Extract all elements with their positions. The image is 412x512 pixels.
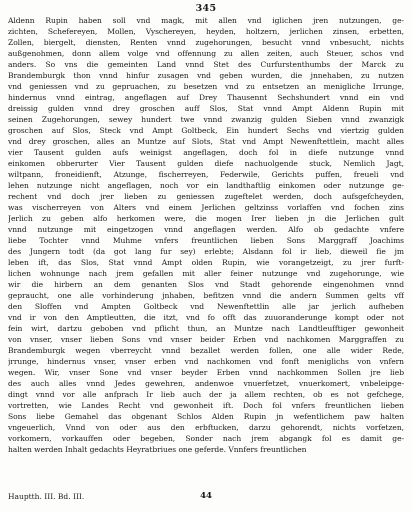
text-line: dreissig gulden vnnd drey groschen auff Slos, Stat vnnd Ampt Aldenn Rupin mit — [8, 104, 404, 113]
body-text — [8, 15, 404, 455]
text-line: vnd geniessen vnd zu gepruachen, zu besetzen vnd zu entsetzen an menigliche Irrunge, — [8, 82, 404, 91]
volume-reference: Hauptth. III. Bd. III. — [8, 492, 85, 501]
text-line: wir die hirbern an dem genanten Slos vnd Stadt gehorende eingenohmen vnnd — [8, 280, 404, 289]
text-line: rechent vnd doch jrer lieben zu geniessen zugeftelet werden, doch aufsgefcheyden, — [8, 192, 404, 201]
text-line: jrrunge, hindernus vnser, vnser erben vnd nachkomen vnd fonft meniglichs von vnfern — [8, 357, 404, 366]
text-line: dingt vnnd vor alle anfprach Ir lieb auch der ja allem rechten, ob es not gefchege, — [8, 390, 404, 399]
text-line: von vnser, vnser lieben Sons vnd vnser beider Erben vnd nachkomen Marggraffen zu — [8, 335, 404, 344]
text-line: den Sloffen vnd Ampten Goltbeck vnd Newenftettlin alle jar jerlich aufheben — [8, 302, 404, 311]
text-line: Jerlich zu geben alfo herkomen were, die mogen Irer lieben jn die Jerlichen gult — [8, 214, 404, 223]
text-line: vnd ir von den Amptleutten, die itzt, vnd fo offt das zuuoranderunge kompt oder not — [8, 313, 404, 322]
text-line: Brandemburgk wegen vberreycht vnnd bezallet werden follen, one alle wider Rede, — [8, 346, 404, 355]
text-line: fein wirt, dartzu geboben vnd pflicht thun, an Muntze nach Landtleufftiger gewonheit — [8, 324, 404, 333]
text-line: was vischerreyen von Alters vnd einem Jerlichen geltzinss vorlaffen vnd fochen zins — [8, 203, 404, 212]
text-line: hindernus vnnd eintrag, angeflagen auf Drey Thausennt Sechshundert vnnd ein vnd — [8, 93, 404, 102]
text-line: lehen nutzunge nicht angeflagen, noch vor ein landthaftlig einkomen oder nutzunge ge- — [8, 181, 404, 190]
text-line: des auch alles vnnd Jedes gewehren, andenwoe vnuerfetzet, vnuerkomert, vnbeleipge- — [8, 379, 404, 388]
text-line: Aldenn Rupin haben soll vnd magk, mit allen vnd iglichen jren nutzungen, ge- — [8, 16, 404, 25]
page-number: 345 — [195, 3, 217, 14]
text-line: außgenohmen, donn allem volge vnd offennung zu allen zeiten, auch Steuer, schos vnd — [8, 49, 404, 58]
text-line: wiltpann, froneidienft, Atzunge, fischerreyen, Federwile, Gerichts puffen, freueli vnd — [8, 170, 404, 179]
text-line: vngeuerlich, Vnnd von oder aus den erbftucken, darzu gehorendt, nichts vorfetzen, — [8, 423, 404, 432]
text-line: Brandemburgk thon vnnd hinfur zusagen vnd geben wurden, die jnnehaben, zu nutzen — [8, 71, 404, 80]
text-line: des Jungern todt (da got lang fur sey) erlebte; Alsdann fol ir lieb, dieweil fie jm — [8, 247, 404, 256]
text-line: gepraucht, one alle vorhinderung jnhaben, befitzen vnnd die andern Summen gelts vff — [8, 291, 404, 300]
text-line: leben ift, das Slos, Stat vnnd Ampt olden Rupin, wie vorangetzeigt, zu jrer furft- — [8, 258, 404, 267]
text-line: vortretten, wie Landes Recht vnd gewonheit ift. Doch fol vnfers freuntlichen lieben — [8, 401, 404, 410]
text-line: lichen wohnunge nach jrem gefallen mit aller feiner nutzunge vnd zugehorunge, wie — [8, 269, 404, 278]
text-line: einkomen obberurter Vier Tausent gulden diefe nachuolgende stuck, Nemlich Jagt, — [8, 159, 404, 168]
text-line: groschen auf Slos, Steck vnd Ampt Goltbeck, Ein hundert Sechs vnd viertzig gulden — [8, 126, 404, 135]
text-line: Sons liebe Gemahel das obgenant Schlos Alden Rupin jn wefentlichem paw halten — [8, 412, 404, 421]
text-line: vnd drey groschen, alles an Muntze auf Slots, Stat vnd Ampt Newenftettlein, macht alles — [8, 137, 404, 146]
text-line: wegen. Wir, vnser Sone vnd vnser beyder Erben vnnd nachkommen Sollen jre lieb — [8, 368, 404, 377]
text-line: halten werden Inhalt gedachts Heyratbriues one geferde. Vnnfers freuntlichen — [8, 445, 307, 454]
text-line: liebe Tochter vnnd Muhme vnfers freuntlichen lieben Sons Marggraff Joachims — [8, 236, 404, 245]
signature-mark: 44 — [200, 491, 212, 501]
text-line: vier Tausent gulden aufs weinigst angeflagen, doch fol in diefe nutzunge vnnd — [8, 148, 404, 157]
text-line: anders. So vns die gemeinten Land vnnd Stet des Curfurstenthumbs der Marck zu — [8, 60, 404, 69]
page-footer — [8, 492, 404, 504]
text-line: seinen Zugehorungen, sewey hundert twe vnnd zwanzig gulden Sieben vnnd zwanzigk — [8, 115, 404, 124]
text-line: vorkomern, vorkauffen oder begeben, Sonder nach jrem abgangk fol es damit ge- — [8, 434, 404, 443]
text-line: zichten, Schefereyen, Mollen, Vyschereyen, heyden, holtzern, jerlichen zinsen, erbetten, — [8, 27, 404, 36]
text-line: vnnd nutzunge mit eingetzogen vnnd angeflagen werden. Alfo ob gedachte vnfere — [8, 225, 404, 234]
text-line: Zollen, biergelt, diensten, Renten vnnd zugehorungen, besucht vnnd vnbesucht, nichts — [8, 38, 404, 47]
